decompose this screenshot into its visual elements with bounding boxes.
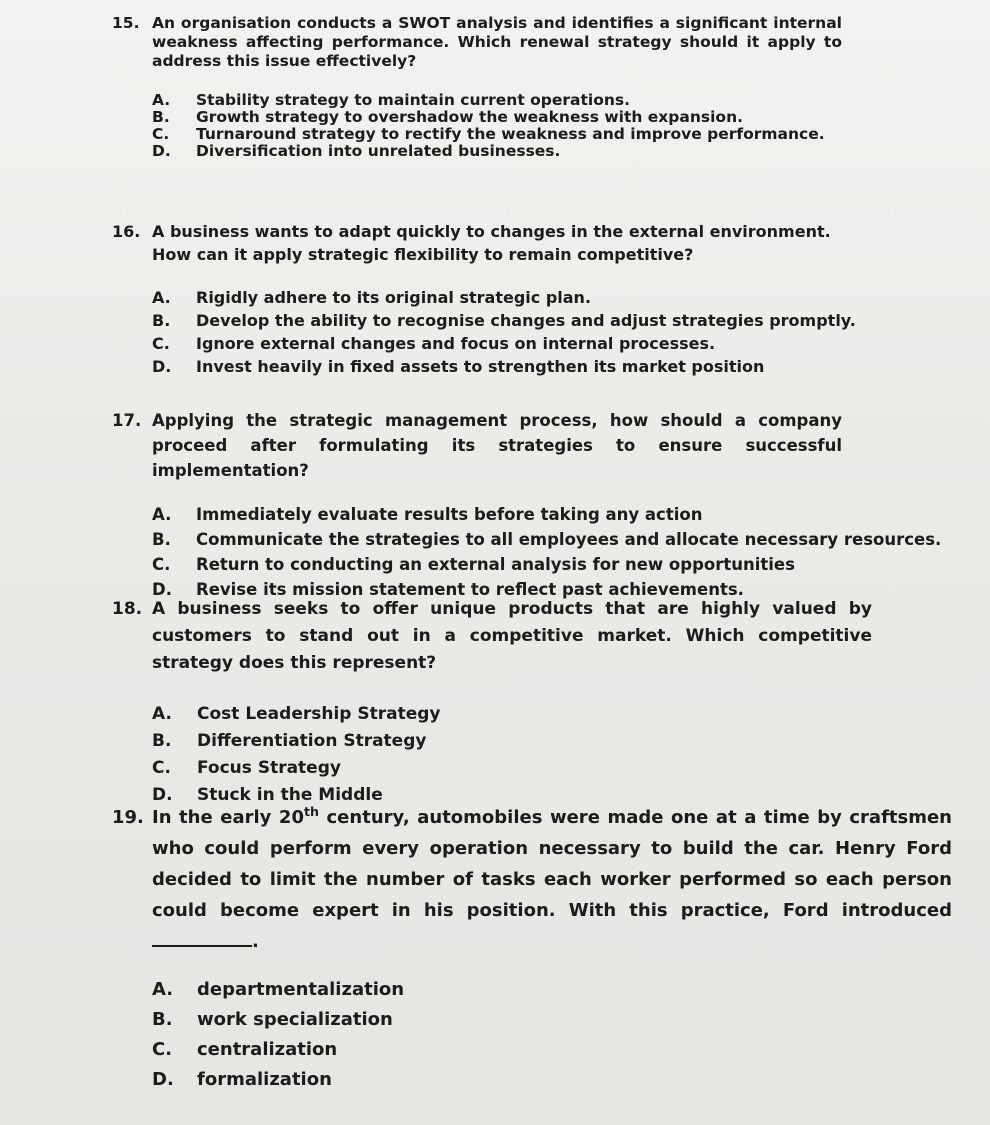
option-letter: D.: [152, 1069, 174, 1090]
option-c[interactable]: [152, 552, 972, 577]
option-b[interactable]: [152, 109, 972, 126]
question-17: [112, 408, 972, 602]
option-letter: A.: [152, 288, 171, 307]
option-c[interactable]: [152, 1035, 972, 1065]
answer-blank: [152, 944, 252, 947]
option-letter: C.: [152, 125, 170, 143]
option-letter: D.: [152, 142, 171, 160]
stem-part2: century, automobiles were made one at a time by craftsmen who could perform every operation necessary to build the car. Henry Ford decided to limit the number of tasks each worker performed so each person could become expert in his position. With this practice, Ford introduced: [152, 807, 952, 921]
option-letter: B.: [152, 530, 171, 549]
option-d[interactable]: [152, 355, 972, 378]
option-letter: D.: [152, 357, 172, 376]
option-text: Immediately evaluate results before taking any action: [196, 505, 703, 524]
question-15: [112, 14, 972, 160]
option-text: Invest heavily in fixed assets to strengthen its market position: [196, 357, 765, 376]
option-letter: B.: [152, 108, 170, 126]
option-letter: C.: [152, 758, 171, 778]
option-d[interactable]: [152, 143, 972, 160]
option-text: Growth strategy to overshadow the weakness with expansion.: [196, 108, 744, 126]
option-letter: C.: [152, 1039, 173, 1060]
option-c[interactable]: [152, 755, 972, 782]
options-list: [152, 286, 972, 378]
option-a[interactable]: [152, 92, 972, 109]
option-text: Turnaround strategy to rectify the weakness and improve performance.: [196, 125, 825, 143]
option-letter: A.: [152, 91, 171, 109]
question-stem: An organisation conducts a SWOT analysis and identifies a significant internal weakness affecting performance. Which renewal strategy should it apply to address this issue effectively?: [152, 14, 842, 70]
stem-part1: In the early 20: [152, 807, 304, 828]
option-b[interactable]: [152, 527, 972, 552]
question-number: 18.: [112, 599, 143, 619]
question-stem: A business seeks to offer unique products that are highly valued by customers to stand out in a competitive market. Which competitive strategy does this represent?: [152, 599, 872, 673]
superscript: th: [303, 804, 319, 819]
option-letter: B.: [152, 731, 172, 751]
option-text: centralization: [197, 1039, 338, 1060]
option-letter: C.: [152, 334, 170, 353]
question-number: 17.: [112, 411, 142, 430]
options-list: [152, 701, 972, 809]
option-text: Diversification into unrelated businesses.: [196, 142, 561, 160]
option-text: Differentiation Strategy: [197, 731, 427, 751]
question-stem: Applying the strategic management process, how should a company proceed after formulating its strategies to ensure successful implementation?: [152, 411, 842, 480]
option-text: Focus Strategy: [197, 758, 341, 778]
option-text: Ignore external changes and focus on internal processes.: [196, 334, 716, 353]
option-text: Stability strategy to maintain current operations.: [196, 91, 630, 109]
option-text: Rigidly adhere to its original strategic plan.: [196, 288, 592, 307]
option-a[interactable]: [152, 975, 972, 1005]
option-text: Cost Leadership Strategy: [197, 704, 441, 724]
option-a[interactable]: [152, 286, 972, 309]
option-letter: A.: [152, 505, 172, 524]
question-number: 16.: [112, 222, 141, 241]
option-text: Communicate the strategies to all employees and allocate necessary resources.: [196, 530, 942, 549]
option-text: Develop the ability to recognise changes and adjust strategies promptly.: [196, 311, 856, 330]
question-number: 15.: [112, 14, 140, 32]
option-a[interactable]: [152, 701, 972, 728]
option-text: formalization: [197, 1069, 332, 1090]
question-16: [112, 220, 972, 378]
option-a[interactable]: [152, 502, 972, 527]
option-text: work specialization: [197, 1009, 393, 1030]
stem-end: .: [252, 931, 259, 952]
option-letter: D.: [152, 580, 172, 599]
option-b[interactable]: [152, 728, 972, 755]
option-c[interactable]: [152, 126, 972, 143]
question-19: [112, 802, 972, 1095]
question-stem: A business wants to adapt quickly to changes in the external environment. How can it apply strategic flexibility to remain competitive?: [152, 222, 831, 264]
options-list: [152, 502, 972, 602]
option-letter: C.: [152, 555, 171, 574]
option-text: Return to conducting an external analysis for new opportunities: [196, 555, 795, 574]
question-number: 19.: [112, 807, 144, 828]
option-b[interactable]: [152, 309, 972, 332]
option-letter: B.: [152, 1009, 173, 1030]
option-letter: A.: [152, 704, 172, 724]
option-text: Stuck in the Middle: [197, 785, 383, 805]
question-18: [112, 596, 972, 809]
option-letter: D.: [152, 785, 173, 805]
question-stem: [152, 802, 952, 957]
option-letter: A.: [152, 979, 174, 1000]
options-list: [152, 975, 972, 1095]
option-c[interactable]: [152, 332, 972, 355]
option-d[interactable]: [152, 1065, 972, 1095]
option-text: Revise its mission statement to reflect past achievements.: [196, 580, 744, 599]
option-b[interactable]: [152, 1005, 972, 1035]
options-list: [152, 92, 972, 160]
option-letter: B.: [152, 311, 171, 330]
option-text: departmentalization: [197, 979, 405, 1000]
